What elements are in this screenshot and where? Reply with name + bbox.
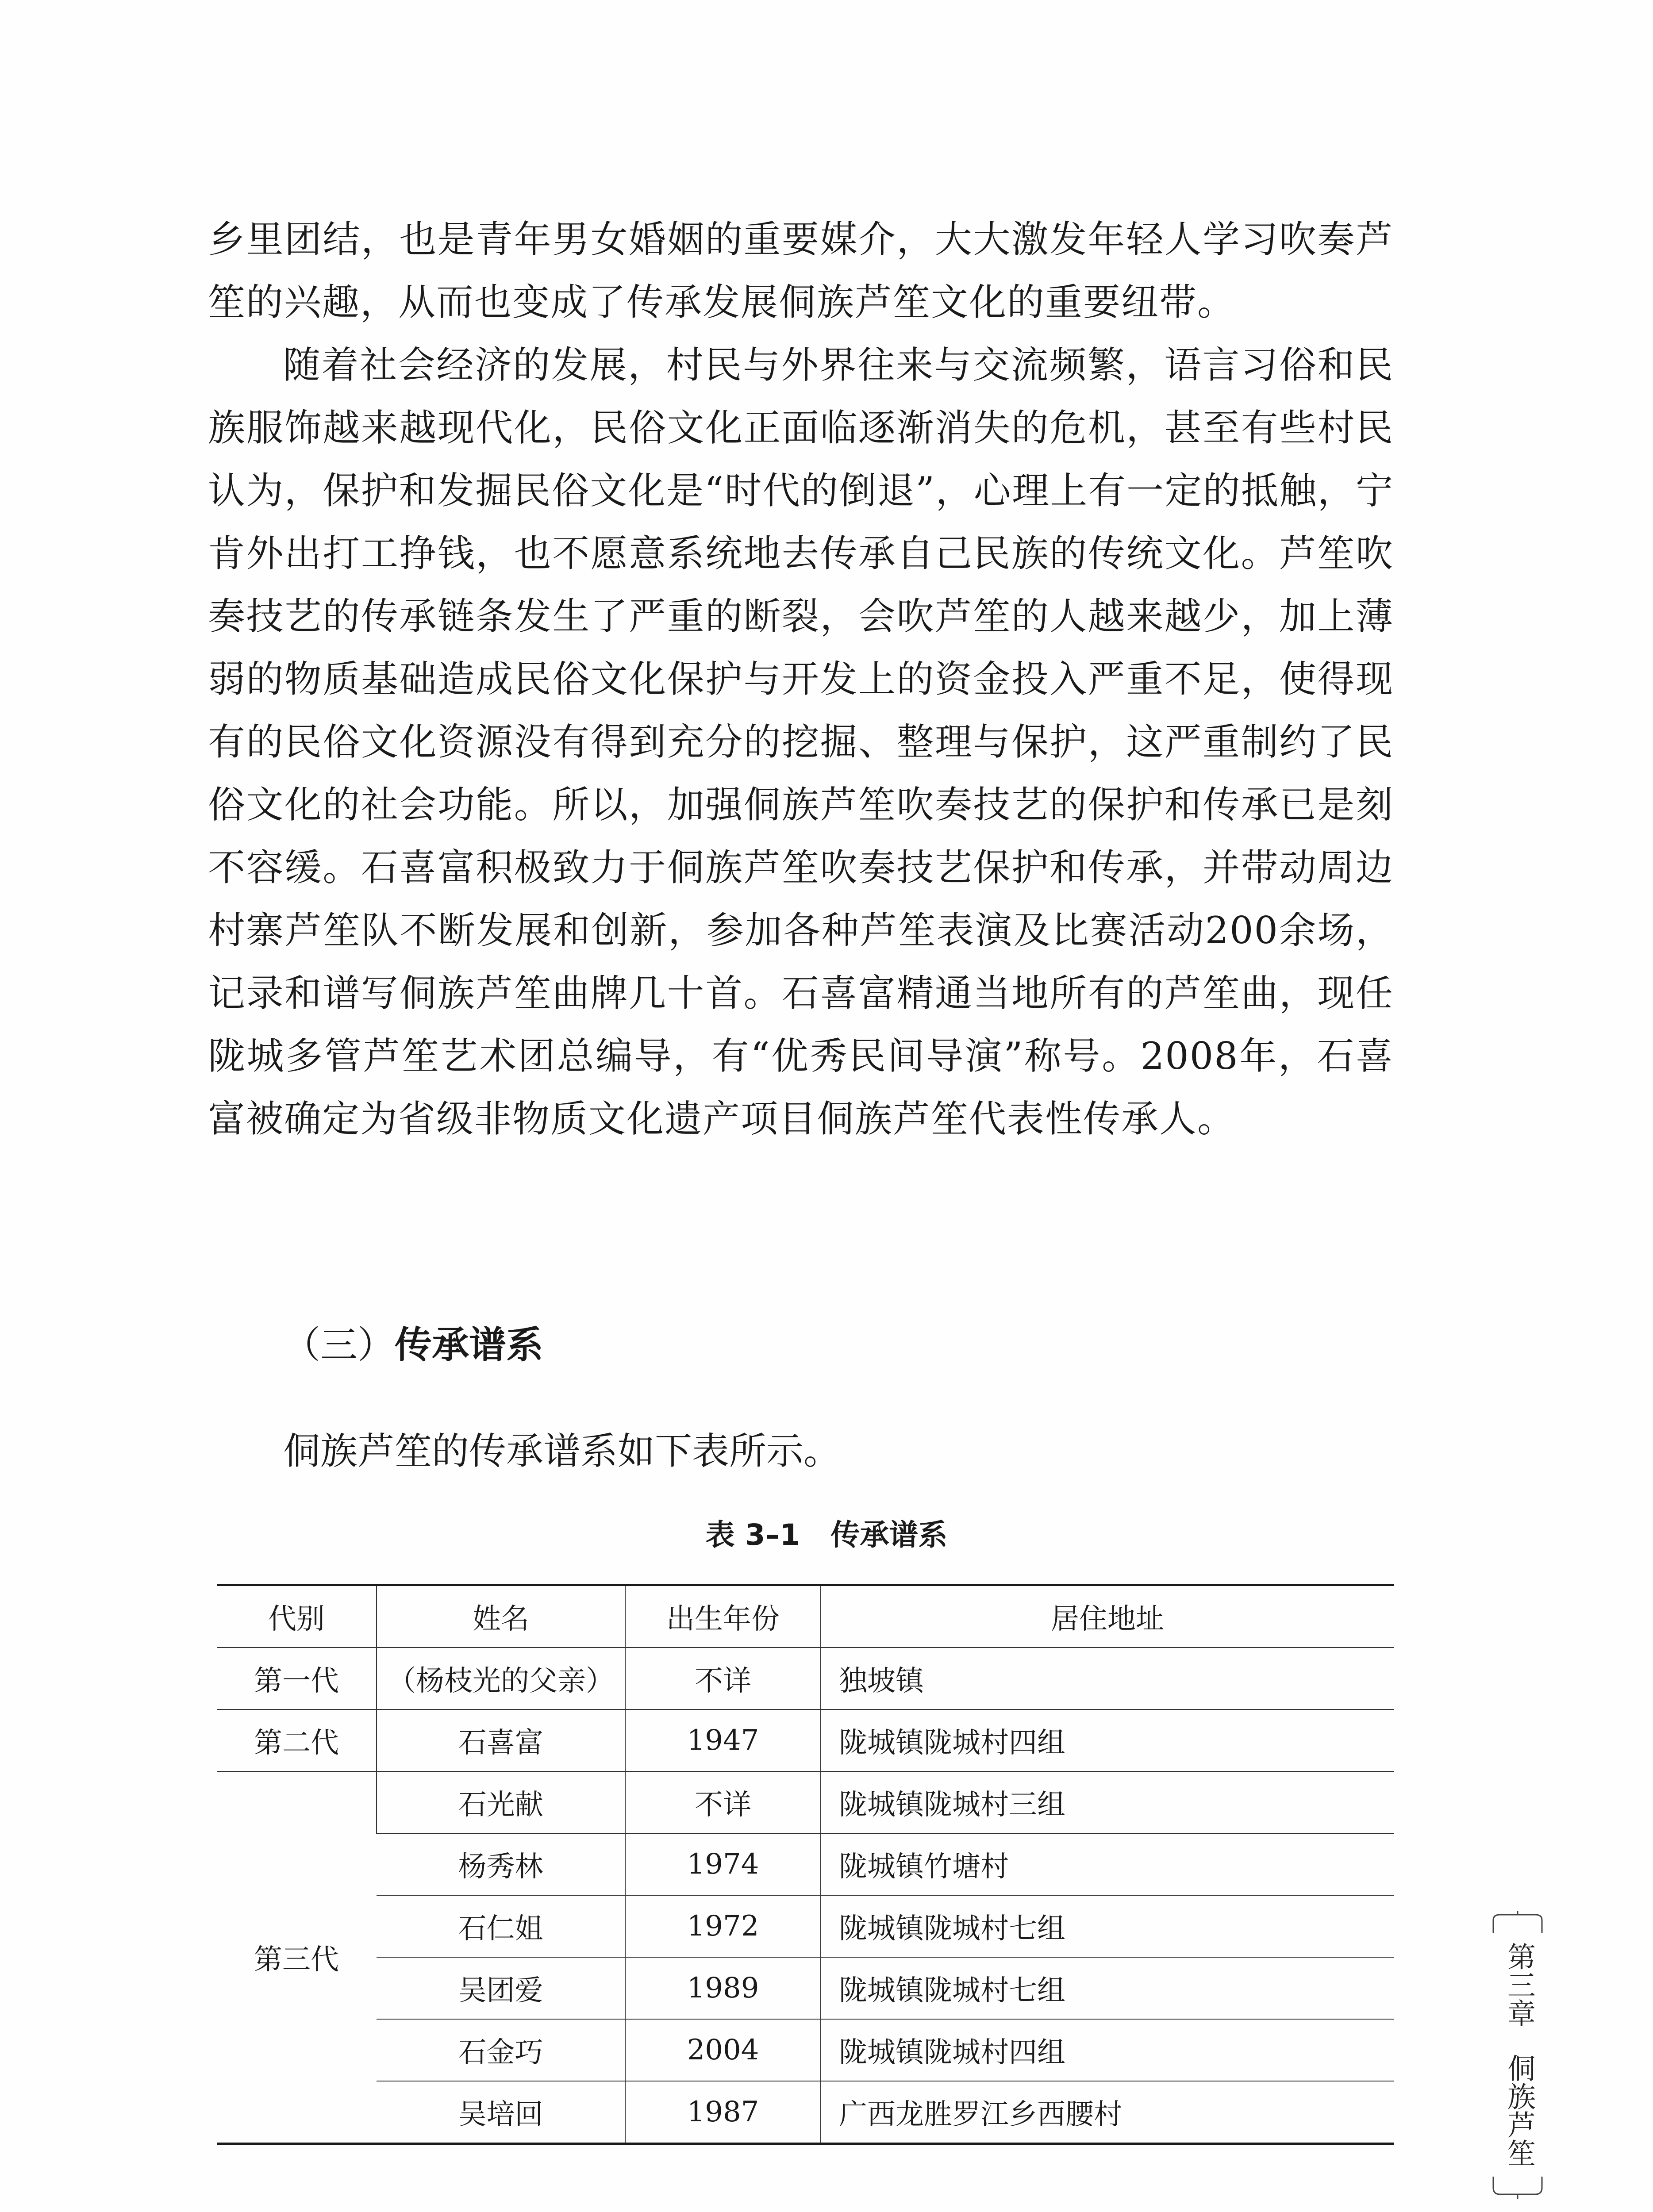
- cell-year: 1947: [625, 1709, 821, 1771]
- table-caption: [0, 1515, 1653, 1555]
- cell-address: 独坡镇: [821, 1647, 1394, 1709]
- header-name: 姓名: [377, 1585, 625, 1648]
- paragraph-1: 乡里团结，也是青年男女婚姻的重要媒介，大大激发年轻人学习吹奏芦笙的兴趣，从而也变成了传承发展侗族芦笙文化的重要纽带。: [208, 218, 1394, 324]
- lineage-table: [217, 1584, 1394, 2145]
- table-row: [217, 1957, 1394, 2019]
- cell-address: 广西龙胜罗江乡西腰村: [821, 2081, 1394, 2144]
- cell-year: 2004: [625, 2019, 821, 2081]
- section-title: 传承谱系: [395, 1323, 544, 1367]
- cell-name: 杨秀林: [377, 1833, 625, 1895]
- paragraph-2: 随着社会经济的发展，村民与外界往来与交流频繁，语言习俗和民族服饰越来越现代化，民俗文化正面临逐渐消失的危机，甚至有些村民认为，保护和发掘民俗文化是“时代的倒退”，心理上有一定的抵触，宁肯外出打工挣钱，也不愿意系统地去传承自己民族的传统文化。芦笙吹奏技艺的传承链条发生了严重的断裂，会吹芦笙的人越来越少，加上薄弱的物质基础造成民俗文化保护与开发上的资金投入严重不足，使得现有的民俗文化资源没有得到充分的挖掘、整理与保护，这严重制约了民俗文化的社会功能。所以，加强侗族芦笙吹奏技艺的保护和传承已是刻不容缓。石喜富积极致力于侗族芦笙吹奏技艺保护和传承，并带动周边村寨芦笙队不断发展和创新，参加各种芦笙表演及比赛活动200余场，记录和谱写侗族芦笙曲牌几十首。石喜富精通当地所有的芦笙曲，现任陇城多管芦笙艺术团总编导，有“优秀民间导演”称号。2008年，石喜富被确定为省级非物质文化遗产项目侗族芦笙代表性传承人。: [208, 343, 1394, 1141]
- section-number: （三）: [283, 1323, 395, 1367]
- cell-generation: 第二代: [217, 1709, 377, 1771]
- cell-name: 石喜富: [377, 1709, 625, 1771]
- chapter-side-tab: [1484, 1911, 1551, 2199]
- table-row: [217, 2019, 1394, 2081]
- cell-address: 陇城镇陇城村四组: [821, 1709, 1394, 1771]
- cell-address: 陇城镇竹塘村: [821, 1833, 1394, 1895]
- cell-generation: 第一代: [217, 1647, 377, 1709]
- cell-year: 1974: [625, 1833, 821, 1895]
- section-heading: [283, 1318, 543, 1371]
- side-tab-title: 侗族芦笙: [1503, 2054, 1535, 2167]
- header-address: 居住地址: [821, 1585, 1394, 1648]
- side-tab-chapter: 第三章: [1503, 1942, 1535, 2027]
- cell-year: 1987: [625, 2081, 821, 2144]
- cell-year: 1989: [625, 1957, 821, 2019]
- cell-name: 石仁姐: [377, 1895, 625, 1957]
- cell-address: 陇城镇陇城村七组: [821, 1895, 1394, 1957]
- table-row: [217, 1709, 1394, 1771]
- cell-name: 石金巧: [377, 2019, 625, 2081]
- cell-year: 不详: [625, 1647, 821, 1709]
- table-caption-number: 表 3–1: [705, 1518, 800, 1552]
- side-tab-label: [1501, 1942, 1537, 2167]
- table-row: [217, 1647, 1394, 1709]
- cell-name: 石光献: [377, 1771, 625, 1833]
- cell-address: 陇城镇陇城村四组: [821, 2019, 1394, 2081]
- table-row: [217, 1833, 1394, 1895]
- cell-name: 吴团爱: [377, 1957, 625, 2019]
- cell-year: 1972: [625, 1895, 821, 1957]
- table-caption-title: 传承谱系: [830, 1518, 948, 1552]
- cell-year: 不详: [625, 1771, 821, 1833]
- cell-name: 吴培回: [377, 2081, 625, 2144]
- cell-name: （杨枝光的父亲）: [377, 1647, 625, 1709]
- header-generation: 代别: [217, 1585, 377, 1648]
- table-row: [217, 1895, 1394, 1957]
- body-text: [208, 208, 1394, 1150]
- table-row: [217, 1771, 1394, 1833]
- header-birth-year: 出生年份: [625, 1585, 821, 1648]
- cell-generation: 第三代: [217, 1771, 377, 2144]
- table-intro-text: 侗族芦笙的传承谱系如下表所示。: [283, 1429, 841, 1473]
- cell-address: 陇城镇陇城村三组: [821, 1771, 1394, 1833]
- table-header-row: [217, 1585, 1394, 1648]
- cell-address: 陇城镇陇城村七组: [821, 1957, 1394, 2019]
- table-row: [217, 2081, 1394, 2144]
